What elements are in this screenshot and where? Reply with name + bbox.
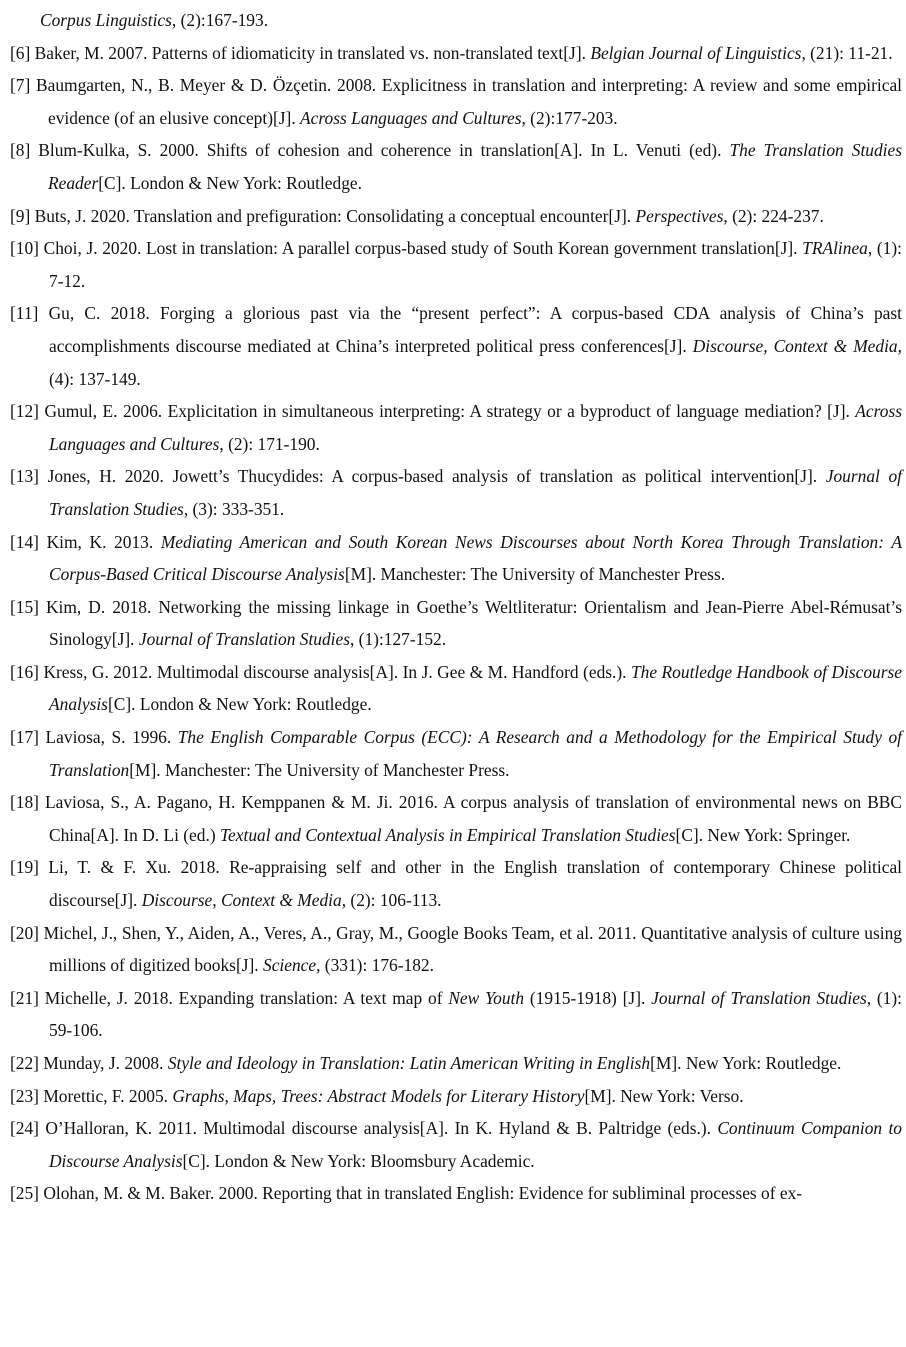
reference-number: [8] — [10, 140, 31, 161]
reference-22: [22] Munday, J. 2008. Style and Ideology in Translation: Latin American Writing in English[M]. New York: Routledge. — [10, 1053, 842, 1073]
reference-number: [7] — [10, 75, 31, 96]
source-title: Textual and Contextual Analysis in Empirical Translation Studies — [219, 824, 676, 845]
reference-number: [20] — [10, 922, 39, 943]
source-title: Science — [263, 955, 317, 976]
source-title: Across Languages and Cultures — [49, 401, 902, 454]
reference-number: [24] — [10, 1118, 39, 1139]
source-title: Discourse, Context & Media — [141, 890, 342, 911]
reference-number: [6] — [10, 42, 31, 63]
source-title: Belgian Journal of Linguistics — [590, 42, 802, 63]
reference-number: [10] — [10, 238, 39, 259]
reference-number: [19] — [10, 857, 39, 878]
reference-12: [12] Gumul, E. 2006. Explicitation in simultaneous interpreting: A strategy or a byproduct of language mediation? [J]. Across Languages and Cultures, (2): 171-190. — [10, 401, 902, 454]
reference-20: [20] Michel, J., Shen, Y., Aiden, A., Veres, A., Gray, M., Google Books Team, et al. 2011. Quantitative analysis of culture using millions of digitized books[J]. Science, (331): 176-182. — [10, 922, 902, 976]
reference-23: [23] Morettic, F. 2005. Graphs, Maps, Trees: Abstract Models for Literary History[M]. New York: Verso. — [10, 1085, 744, 1106]
reference-10: [10] Choi, J. 2020. Lost in translation: A parallel corpus-based study of South Korean government translation[J]. TRAlinea, (1): 7-12. — [10, 238, 902, 291]
reference-number: [25] — [10, 1183, 39, 1204]
reference-7: [7] Baumgarten, N., B. Meyer & D. Özçetin. 2008. Explicitness in translation and interpreting: A review and some empirical evidence (of an elusive concept)[J]. Across Languages and Cultures, (2):177-203. — [10, 75, 902, 128]
reference-number: [23] — [10, 1085, 39, 1106]
source-title: Journal of Translation Studies — [49, 466, 902, 519]
reference-13: [13] Jones, H. 2020. Jowett’s Thucydides: A corpus-based analysis of translation as political intervention[J]. Journal of Translation Studies, (3): 333-351. — [10, 466, 902, 519]
source-title: The Translation Studies Reader — [48, 140, 902, 193]
reference-details: , (2):167-193. — [171, 10, 269, 30]
reference-continuation — [10, 4, 902, 37]
reference-number: [12] — [10, 401, 39, 422]
reference-number: [14] — [10, 531, 39, 552]
source-title: Mediating American and South Korean News Discourses about North Korea Through Translation: A Corpus-Based Critical Discourse Analysis — [49, 531, 902, 585]
source-title: Continuum Companion to Discourse Analysis — [49, 1118, 902, 1171]
reference-number: [15] — [10, 596, 39, 617]
reference-number: [18] — [10, 792, 39, 813]
source-title: Perspectives — [635, 205, 724, 226]
reference-19: [19] Li, T. & F. Xu. 2018. Re-appraising self and other in the English translation of contemporary Chinese political discourse[J]. Discourse, Context & Media, (2): 106-113. — [10, 857, 902, 911]
reference-25: [25] Olohan, M. & M. Baker. 2000. Reporting that in translated English: Evidence for subliminal processes of ex- — [10, 1183, 803, 1204]
source-title: The English Comparable Corpus (ECC): A Research and a Methodology for the Empirical Study of Translation — [49, 727, 902, 780]
reference-8: [8] Blum-Kulka, S. 2000. Shifts of cohesion and coherence in translation[A]. In L. Venuti (ed). The Translation Studies Reader[C]. London & New York: Routledge. — [10, 140, 902, 193]
source-title: Journal of Translation Studies — [138, 629, 350, 650]
reference-number: [11] — [10, 303, 39, 324]
reference-list — [10, 4, 902, 1210]
reference-14: [14] Kim, K. 2013. Mediating American and South Korean News Discourses about North Korea Through Translation: A Corpus-Based Critical Discourse Analysis[M]. Manchester: The University of Manchester Press. — [10, 531, 902, 585]
reference-number: [22] — [10, 1053, 39, 1073]
source-title: The Routledge Handbook of Discourse Analysis — [49, 661, 902, 715]
reference-17: [17] Laviosa, S. 1996. The English Comparable Corpus (ECC): A Research and a Methodology for the Empirical Study of Translation[M]. Manchester: The University of Manchester Press. — [10, 727, 902, 780]
reference-15: [15] Kim, D. 2018. Networking the missing linkage in Goethe’s Weltliteratur: Orientalism and Jean-Pierre Abel-Rémusat’s Sinology[J]. Journal of Translation Studies, (1):127-152. — [10, 596, 902, 650]
journal-title: Journal of Translation Studies — [651, 987, 867, 1008]
source-title: New Youth — [448, 987, 525, 1008]
reference-11: [11] Gu, C. 2018. Forging a glorious past via the “present perfect”: A corpus-based CDA analysis of China’s past accomplishments discourse mediated at China’s interpreted political press conferences[J]. Discourse, Context & Media, (4): 137-149. — [10, 303, 902, 389]
source-title: Graphs, Maps, Trees: Abstract Models for Literary History — [172, 1085, 585, 1106]
source-title: Across Languages and Cultures — [300, 107, 522, 128]
source-title: Style and Ideology in Translation: Latin American Writing in English — [167, 1053, 651, 1073]
reference-number: [9] — [10, 205, 31, 226]
source-title: TRAlinea — [802, 238, 868, 259]
journal-title: Corpus Linguistics — [40, 10, 172, 30]
reference-number: [13] — [10, 466, 39, 487]
reference-21: [21] Michelle, J. 2018. Expanding translation: A text map of New Youth (1915-1918) [J]. Journal of Translation Studies, (1): 59-106. — [10, 987, 902, 1041]
reference-6: [6] Baker, M. 2007. Patterns of idiomaticity in translated vs. non-translated text[J]. Belgian Journal of Linguistics, (21): 11-21. — [10, 42, 893, 63]
reference-18: [18] Laviosa, S., A. Pagano, H. Kemppanen & M. Ji. 2016. A corpus analysis of translation of environmental news on BBC China[A]. In D. Li (ed.) Textual and Contextual Analysis in Empirical Translation Studies[C]. New York: Springer. — [10, 792, 902, 845]
reference-24: [24] O’Halloran, K. 2011. Multimodal discourse analysis[A]. In K. Hyland & B. Paltridge (eds.). Continuum Companion to Discourse Analysis[C]. London & New York: Bloomsbury Academic. — [10, 1118, 902, 1171]
reference-16: [16] Kress, G. 2012. Multimodal discourse analysis[A]. In J. Gee & M. Handford (eds.). The Routledge Handbook of Discourse Analysis[C]. London & New York: Routledge. — [10, 661, 902, 715]
reference-number: [17] — [10, 727, 39, 748]
source-title: Discourse, Context & Media — [692, 335, 898, 356]
reference-number: [16] — [10, 661, 39, 682]
reference-number: [21] — [10, 987, 39, 1008]
reference-9: [9] Buts, J. 2020. Translation and prefiguration: Consolidating a conceptual encounter[J]. Perspectives, (2): 224-237. — [10, 205, 824, 226]
